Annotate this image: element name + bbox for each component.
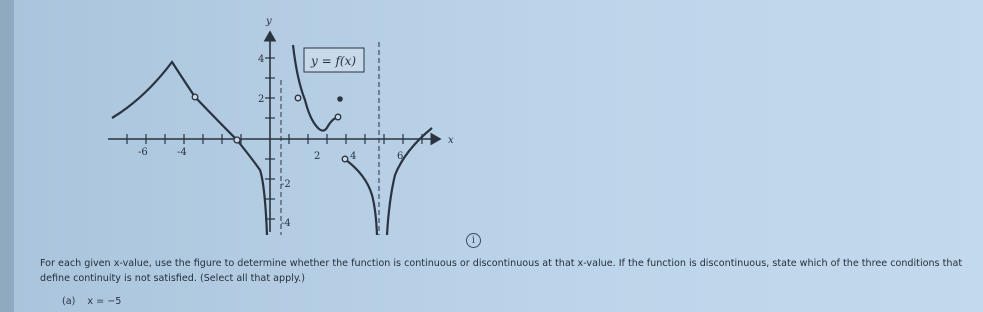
- function-label: y = f(x): [311, 54, 357, 68]
- open-point: [335, 114, 341, 120]
- y-tick-label: 4: [258, 54, 265, 65]
- y-axis-label: y: [266, 16, 272, 27]
- graph-svg: [100, 10, 470, 240]
- x-tick-label: 6: [397, 151, 404, 162]
- x-axis-label: x: [448, 135, 454, 146]
- part-a-expression: x = −5: [87, 296, 122, 307]
- open-point: [234, 137, 240, 143]
- info-icon[interactable]: i: [466, 233, 481, 248]
- closed-point: [337, 96, 343, 102]
- y-tick-label: -4: [281, 218, 291, 229]
- open-point: [192, 94, 198, 100]
- part-a: [62, 296, 121, 307]
- open-point: [295, 95, 301, 101]
- part-a-label: (a): [62, 296, 76, 307]
- x-tick-label: -6: [138, 147, 148, 158]
- x-tick-label: 2: [314, 151, 321, 162]
- y-tick-label: 2: [258, 94, 265, 105]
- open-point: [342, 156, 348, 162]
- y-tick-label: -2: [281, 179, 291, 190]
- page-left-edge: [0, 0, 14, 312]
- function-graph: [100, 10, 470, 240]
- question-text: For each given x-value, use the figure to determine whether the function is continuous or discontinuous at that x-value. If the function is discontinuous, state which of the three conditions that define continuity is not satisfied. (Select all that apply.): [40, 258, 963, 284]
- x-tick-label: 4: [350, 151, 357, 162]
- x-tick-label: -4: [177, 147, 187, 158]
